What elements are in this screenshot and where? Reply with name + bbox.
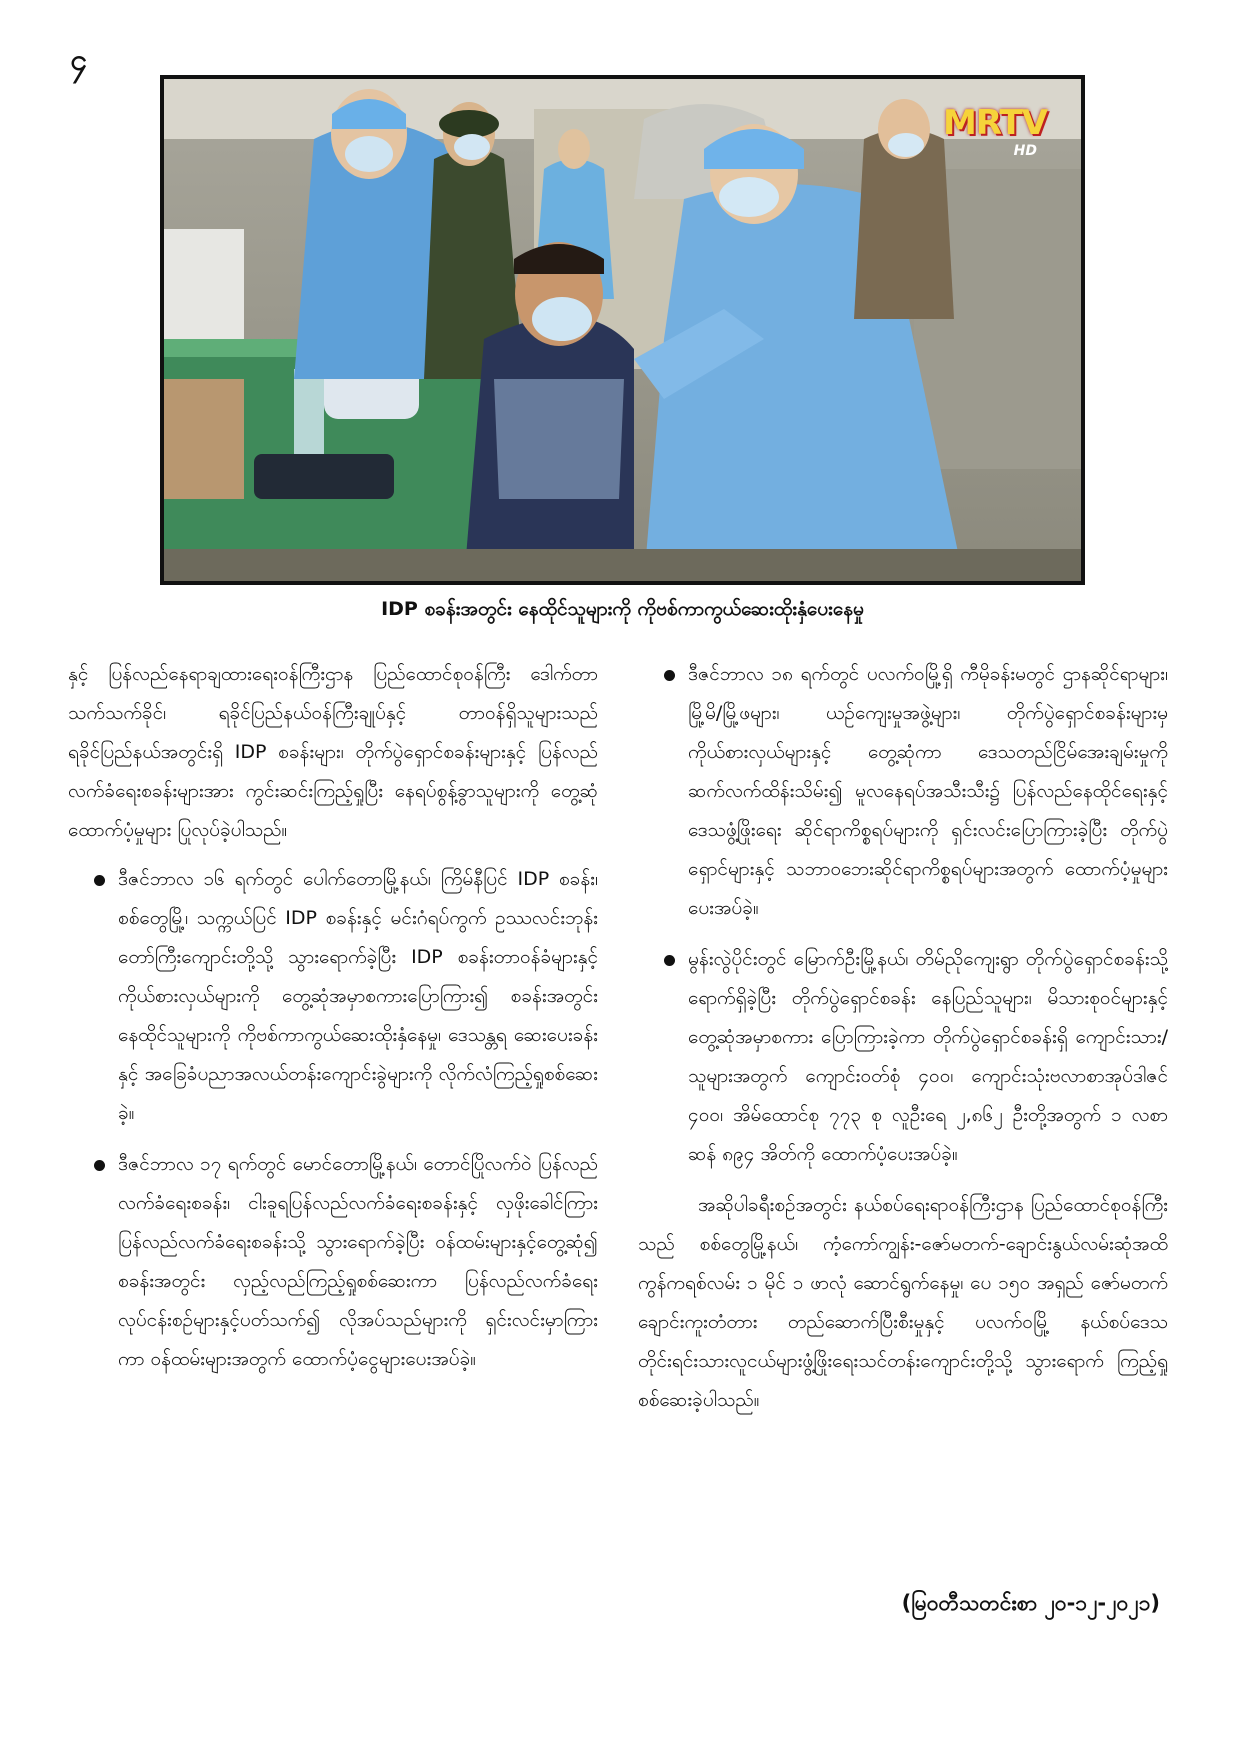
- bullet-text: ဒီဇင်ဘာလ ၁၆ ရက်တွင် ပေါက်တောမြို့နယ်၊ ကြိမ်နီပြင် IDP စခန်း၊ စစ်တွေမြို့၊ သက္ကယ်ပြင် IDP စခန်းနှင့် မင်းဂံရပ်ကွက် ဥဿလင်းဘုန်းတော်ကြီးကျောင်းတို့သို့ သွားရောက်ခဲ့ပြီး IDP စခန်းတာဝန်ခံများနှင့် ကိုယ်စားလှယ်များကို တွေ့ဆုံအမှာစကားပြောကြား၍ စခန်းအတွင်း နေထိုင်သူများကို ကိုဗစ်ကာကွယ်ဆေးထိုးနှံနေမှု၊ ဒေသန္တရ ဆေးပေးခန်းနှင့် အခြေခံပညာအလယ်တန်းကျောင်းခွဲများကို လိုက်လံကြည့်ရှုစစ်ဆေးခဲ့။: [118, 868, 598, 1124]
- bullet-item: [68, 1145, 598, 1379]
- bullet-text: မွန်းလွဲပိုင်းတွင် မြောက်ဦးမြို့နယ်၊ တိမ်ညိုကျေးရွာ တိုက်ပွဲရှောင်စခန်းသို့ ရောက်ရှိခဲ့ပြီး တိုက်ပွဲရှောင်စခန်း နေပြည်သူများ၊ မိသားစုဝင်များနှင့် တွေ့ဆုံအမှာစကား ပြောကြားခဲ့ကာ တိုက်ပွဲရှောင်စခန်းရှိ ကျောင်းသား/သူများအတွက် ကျောင်းဝတ်စုံ ၄၀၀၊ ကျောင်းသုံးဗလာစာအုပ်ဒါဇင် ၄၀၀၊ အိမ်ထောင်စု ၇၇၃ စု လူဦးရေ ၂,၈၆၂ ဦးတို့အတွက် ၁ လစာ ဆန် ၈၉၄ အိတ်ကို ထောက်ပံ့ပေးအပ်ခဲ့။: [688, 948, 1168, 1165]
- bullet-dot-icon: [94, 875, 105, 886]
- bullet-dot-icon: [664, 955, 675, 966]
- closing-paragraph: အဆိုပါခရီးစဉ်အတွင်း နယ်စပ်ရေးရာဝန်ကြီးဌာန ပြည်ထောင်စုဝန်ကြီးသည် စစ်တွေမြို့နယ်၊ ကံ့ကော်ကျွန်း-ဇော်မတက်-ချောင်းနွယ်လမ်းဆုံအထိ ကွန်ကရစ်လမ်း ၁ မိုင် ၁ ဖာလုံ ဆောင်ရွက်နေမှု၊ ပေ ၁၅၀ အရှည် ဇော်မတက် ချောင်းကူးတံတား တည်ဆောက်ပြီးစီးမှုနှင့် ပလက်ဝမြို့ နယ်စပ်ဒေသ တိုင်းရင်းသားလူငယ်များဖွံ့ဖြိုးရေးသင်တန်းကျောင်းတို့သို့ သွားရောက် ကြည့်ရှုစစ်ဆေးခဲ့ပါသည်။: [638, 1194, 1168, 1411]
- bullet-item: [68, 860, 598, 1133]
- right-column: [638, 655, 1168, 1430]
- source-citation: (မြဝတီသတင်းစာ ၂၀-၁၂-၂၀၂၁): [901, 1591, 1160, 1615]
- left-column: [68, 655, 598, 1391]
- bullet-text: ဒီဇင်ဘာလ ၁၇ ရက်တွင် မောင်တောမြို့နယ်၊ တောင်ပြိုလက်ဝဲ ပြန်လည်လက်ခံရေးစခန်း၊ ငါးခူရပြန်လည်လက်ခံရေးစခန်းနှင့် လှဖိုးခေါင်ကြား ပြန်လည်လက်ခံရေးစခန်းသို့ သွားရောက်ခဲ့ပြီး ဝန်ထမ်းများနှင့်တွေ့ဆုံ၍ စခန်းအတွင်း လှည့်လည်ကြည့်ရှုစစ်ဆေးကာ ပြန်လည်လက်ခံရေးလုပ်ငန်းစဉ်များနှင့်ပတ်သက်၍ လိုအပ်သည်များကို ရှင်းလင်းမှာကြားကာ ဝန်ထမ်းများအတွက် ထောက်ပံ့ငွေများပေးအပ်ခဲ့။: [118, 1153, 598, 1370]
- news-photo: [160, 75, 1085, 585]
- bullet-dot-icon: [664, 670, 675, 681]
- mrtv-logo: MRTV: [943, 103, 1047, 143]
- vaccination-scene-illustration: [164, 79, 1081, 581]
- bullet-item: [638, 940, 1168, 1174]
- mrtv-hd-label: HD: [1013, 143, 1037, 159]
- intro-paragraph: နှင့် ပြန်လည်နေရာချထားရေးဝန်ကြီးဌာန ပြည်ထောင်စုဝန်ကြီး ဒေါက်တာသက်သက်ခိုင်၊ ရခိုင်ပြည်နယ်ဝန်ကြီးချုပ်နှင့် တာဝန်ရှိသူများသည် ရခိုင်ပြည်နယ်အတွင်းရှိ IDP စခန်းများ၊ တိုက်ပွဲရှောင်စခန်းများနှင့် ပြန်လည်လက်ခံရေးစခန်းများအား ကွင်းဆင်းကြည့်ရှုပြီး နေရပ်စွန့်ခွာသူများကို တွေ့ဆုံထောက်ပံ့မှုများ ပြုလုပ်ခဲ့ပါသည်။: [68, 663, 598, 841]
- photo-caption: IDP စခန်းအတွင်း နေထိုင်သူများကို ကိုဗစ်ကာကွယ်ဆေးထိုးနှံပေးနေမှု: [381, 598, 864, 620]
- bullet-dot-icon: [94, 1160, 105, 1171]
- page-number: ၄: [70, 43, 87, 78]
- bullet-item: [638, 655, 1168, 928]
- bullet-text: ဒီဇင်ဘာလ ၁၈ ရက်တွင် ပလက်ဝမြို့ရှိ ကီမိုခန်းမတွင် ဌာနဆိုင်ရာများ၊ မြို့မိ/မြို့ဖများ၊ ယဉ်ကျေးမှုအဖွဲ့များ၊ တိုက်ပွဲရှောင်စခန်းများမှ ကိုယ်စားလှယ်များနှင့် တွေ့ဆုံကာ ဒေသတည်ငြိမ်အေးချမ်းမှုကို ဆက်လက်ထိန်းသိမ်း၍ မူလနေရပ်အသီးသီး၌ ပြန်လည်နေထိုင်ရေးနှင့် ဒေသဖွံ့ဖြိုးရေး ဆိုင်ရာကိစ္စရပ်များကို ရှင်းလင်းပြောကြားခဲ့ပြီး တိုက်ပွဲရှောင်များနှင့် သဘာဝဘေးဆိုင်ရာကိစ္စရပ်များအတွက် ထောက်ပံ့မှုများ ပေးအပ်ခဲ့။: [688, 663, 1168, 919]
